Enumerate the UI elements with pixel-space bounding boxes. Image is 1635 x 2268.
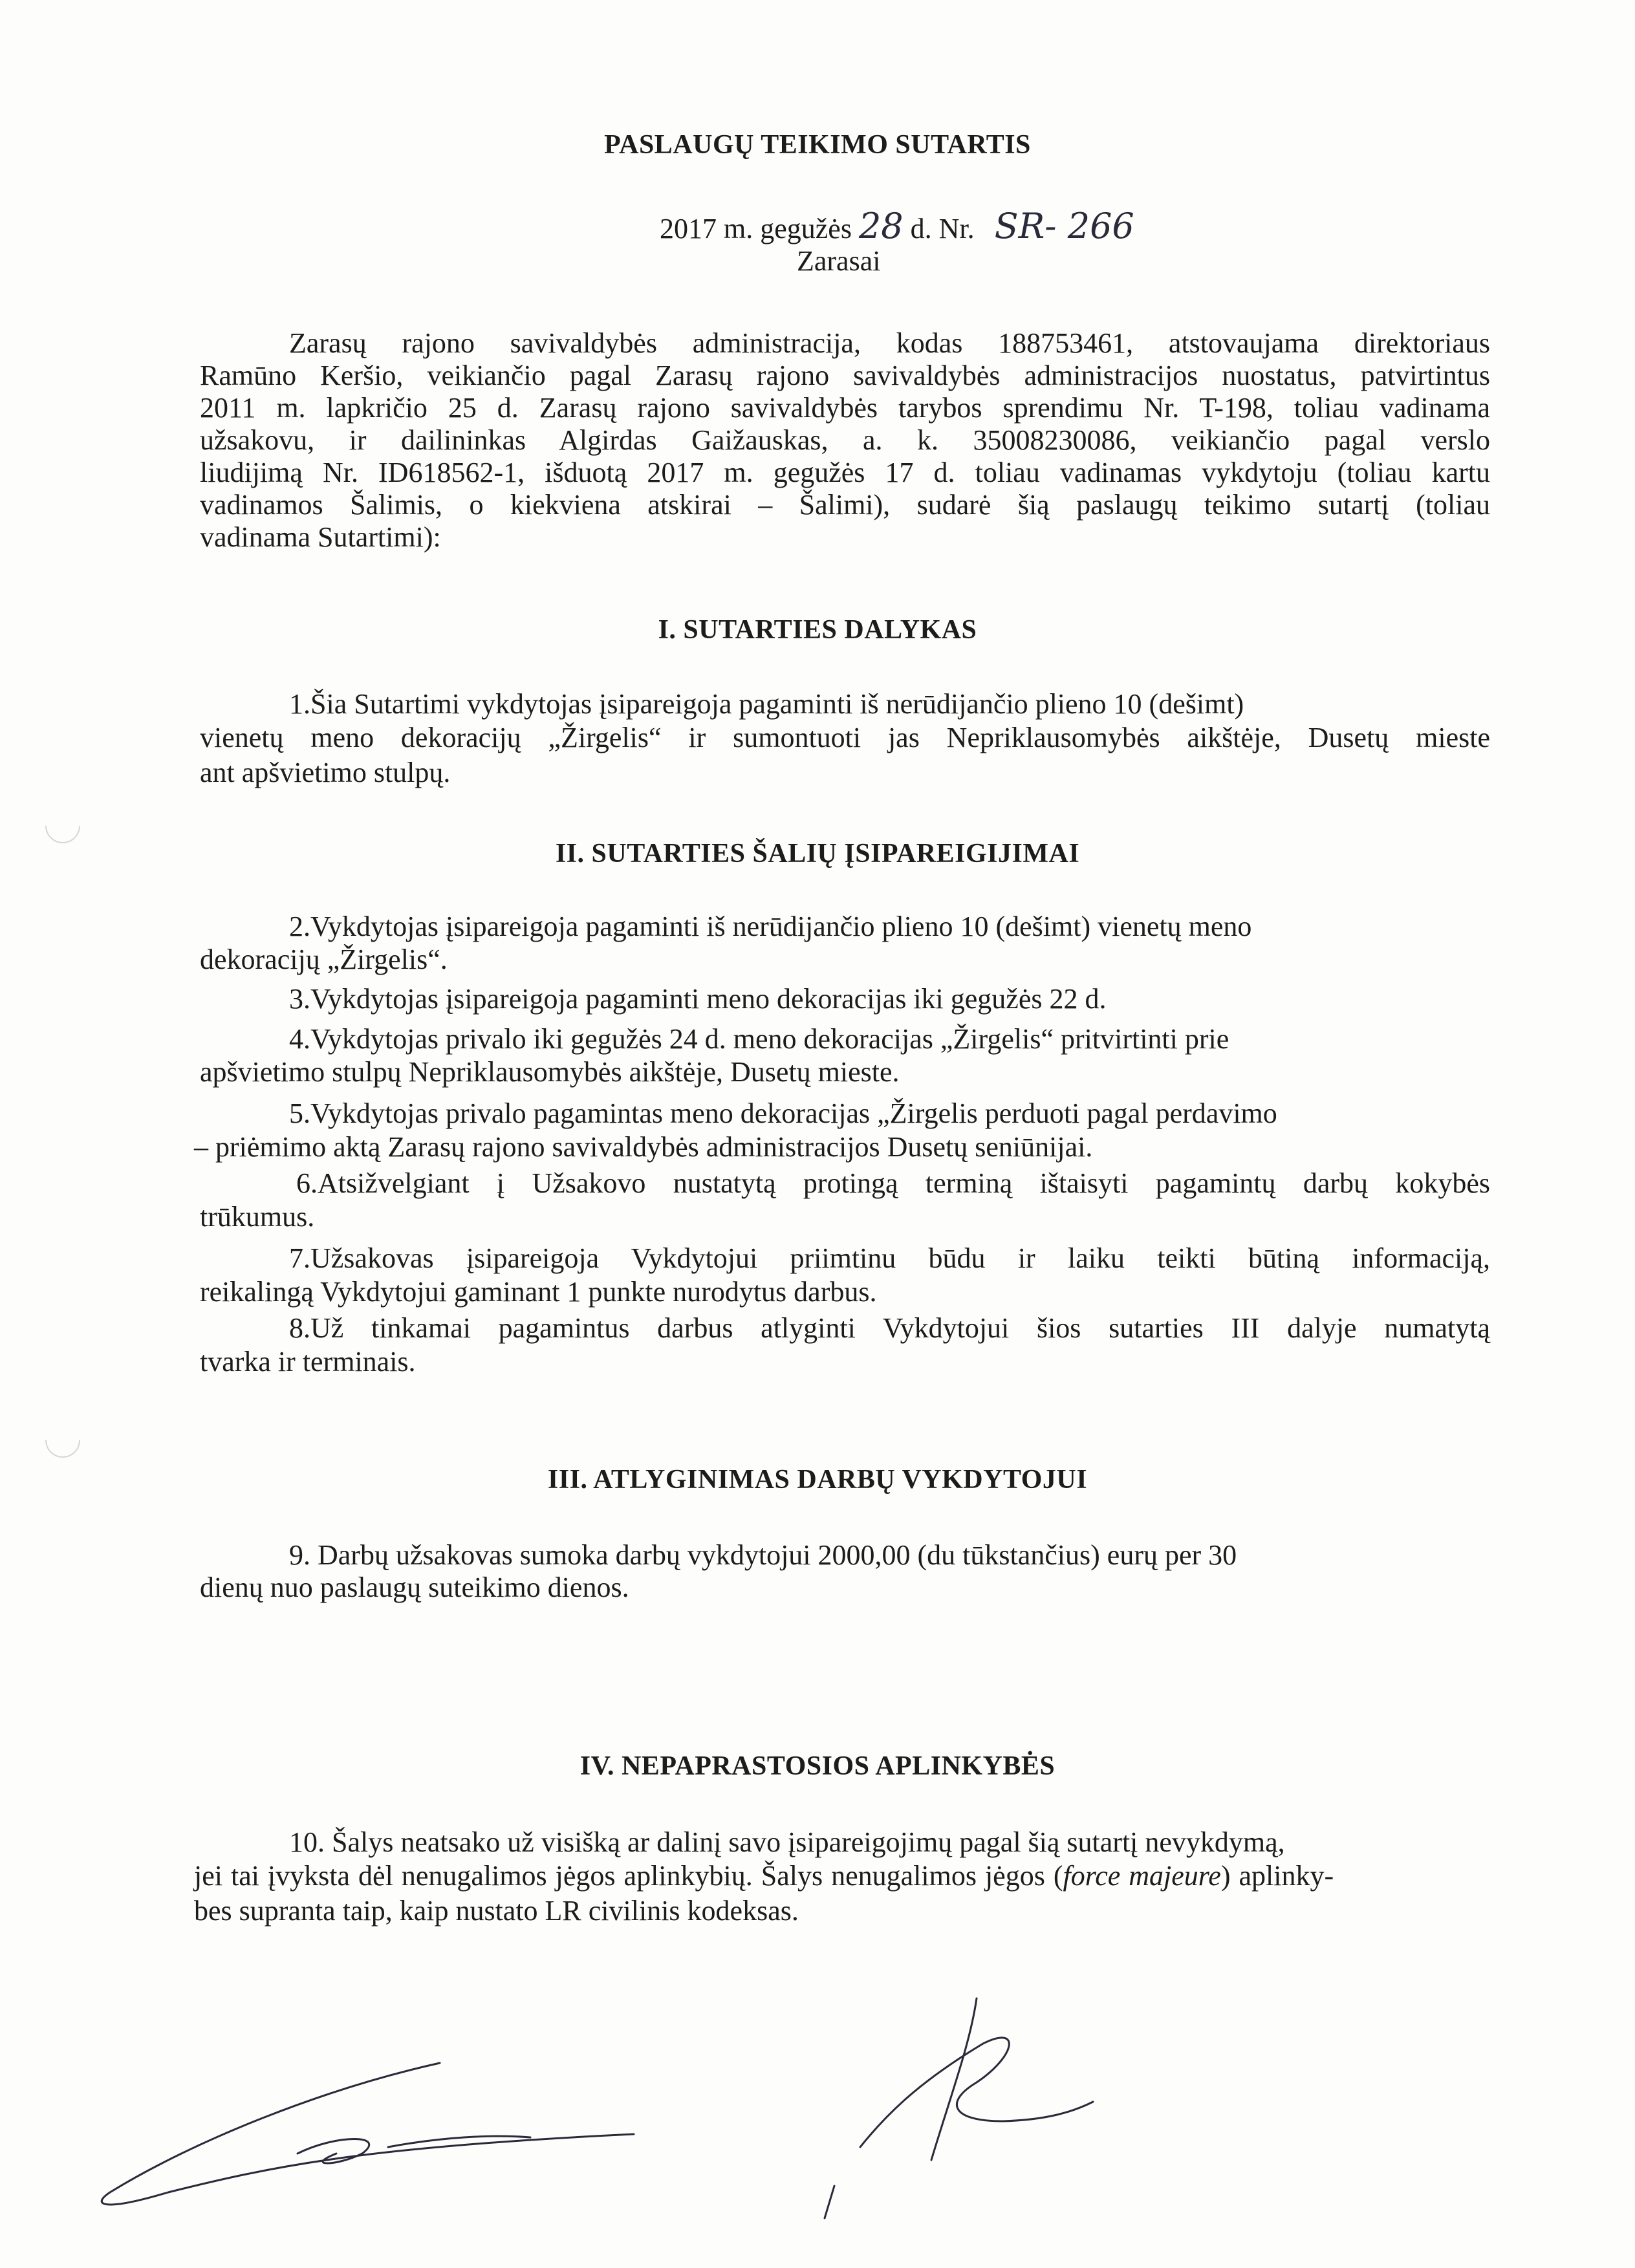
clause-line: apšvietimo stulpų Nepriklausomybės aikštėje, Dusetų mieste. (200, 1056, 900, 1088)
clause-line: 1.Šia Sutartimi vykdytojas įsipareigoja pagaminti iš nerūdijančio plieno 10 (dešimt) (289, 688, 1244, 720)
clause-text-italic: force majeure (1063, 1860, 1221, 1892)
punch-hole-mark (38, 1416, 87, 1465)
date-prefix: 2017 m. gegužės (660, 213, 852, 244)
clause-line: ant apšvietimo stulpų. (200, 757, 451, 788)
signatures (0, 1972, 1635, 2268)
clause-line: vienetų meno dekoracijų „Žirgelis“ ir sumontuoti jas Nepriklausomybės aikštėje, Dusetų mieste (200, 722, 1490, 753)
clause-line: 6.Atsižvelgiant į Užsakovo nustatytą protingą terminą ištaisyti pagamintų darbų kokybės (296, 1167, 1490, 1199)
clause-line: 3.Vykdytojas įsipareigoja pagaminti meno dekoracijas iki gegužės 22 d. (289, 983, 1107, 1015)
clause-line: 7.Užsakovas įsipareigoja Vykdytojui priimtinu būdu ir laiku teikti būtiną informaciją, (289, 1242, 1490, 1274)
section-heading: I. SUTARTIES DALYKAS (658, 615, 977, 645)
intro-line: Zarasų rajono savivaldybės administracija, kodas 188753461, atstovaujama direktoriaus (289, 327, 1490, 359)
intro-line: liudijimą Nr. ID618562-1, išduotą 2017 m. gegužės 17 d. toliau vadinamas vykdytoju (toliau kartu (200, 457, 1490, 488)
clause-line: trūkumus. (200, 1201, 315, 1233)
intro-line: užsakovu, ir dailininkas Algirdas Gaižauskas, a. k. 35008230086, veikiančio pagal verslo (200, 424, 1490, 456)
clause-line: 9. Darbų užsakovas sumoka darbų vykdytojui 2000,00 (du tūkstančius) eurų per 30 (289, 1539, 1237, 1571)
clause-text: ) aplinky- (1220, 1860, 1334, 1892)
intro-line: Ramūno Keršio, veikiančio pagal Zarasų rajono savivaldybės administracijos nuostatus, patvirtintus (200, 360, 1490, 391)
clause-line: tvarka ir terminais. (200, 1346, 416, 1377)
clause-line: dienų nuo paslaugų suteikimo dienos. (200, 1571, 629, 1603)
intro-line: vadinamos Šalimis, o kiekviena atskirai – Šalimi), sudarė šią paslaugų teikimo sutartį (toliau (200, 489, 1490, 521)
clause-line: reikalingą Vykdytojui gaminant 1 punkte nurodytus darbus. (200, 1276, 877, 1308)
clause-text: jei tai įvyksta dėl nenugalimos jėgos aplinkybių. Šalys nenugalimos jėgos ( (194, 1860, 1063, 1892)
handwritten-day: 28 (858, 206, 904, 246)
section-heading: IV. NEPAPRASTOSIOS APLINKYBĖS (579, 1751, 1056, 1781)
clause-line: 2.Vykdytojas įsipareigoja pagaminti iš nerūdijančio plieno 10 (dešimt) vienetų meno (289, 911, 1252, 942)
signature-customer (102, 2063, 634, 2205)
handwritten-contract-number: SR- 266 (994, 206, 1134, 246)
clause-line: dekoracijų „Žirgelis“. (200, 944, 448, 975)
signature-contractor (825, 1998, 1093, 2218)
document-title: PASLAUGŲ TEIKIMO SUTARTIS (604, 130, 1031, 160)
clause-line: 5.Vykdytojas privalo pagamintas meno dekoracijas „Žirgelis perduoti pagal perdavimo (289, 1097, 1277, 1129)
date-line (660, 206, 1134, 246)
section-heading: II. SUTARTIES ŠALIŲ ĮSIPAREIGIJIMAI (555, 839, 1080, 869)
intro-line: 2011 m. lapkričio 25 d. Zarasų rajono savivaldybės tarybos sprendimu Nr. T-198, toliau vadinama (200, 392, 1490, 424)
date-number-label: d. Nr. (910, 213, 975, 244)
clause-line: 4.Vykdytojas privalo iki gegužės 24 d. meno dekoracijas „Žirgelis“ pritvirtinti prie (289, 1023, 1229, 1055)
clause-line: – priėmimo aktą Zarasų rajono savivaldybės administracijos Dusetų seniūnijai. (194, 1131, 1093, 1163)
intro-line: vadinama Sutartimi): (200, 521, 441, 553)
section-heading: III. ATLYGINIMAS DARBŲ VYKDYTOJUI (547, 1465, 1088, 1495)
place: Zarasai (797, 245, 881, 277)
clause-line: 10. Šalys neatsako už visišką ar dalinį savo įsipareigojimų pagal šią sutartį nevykdymą, (289, 1826, 1285, 1858)
clause-line: 8.Už tinkamai pagamintus darbus atlyginti Vykdytojui šios sutarties III dalyje numatytą (289, 1312, 1490, 1344)
clause-line (194, 1860, 1334, 1892)
clause-line: bes supranta taip, kaip nustato LR civilinis kodeksas. (194, 1895, 799, 1927)
